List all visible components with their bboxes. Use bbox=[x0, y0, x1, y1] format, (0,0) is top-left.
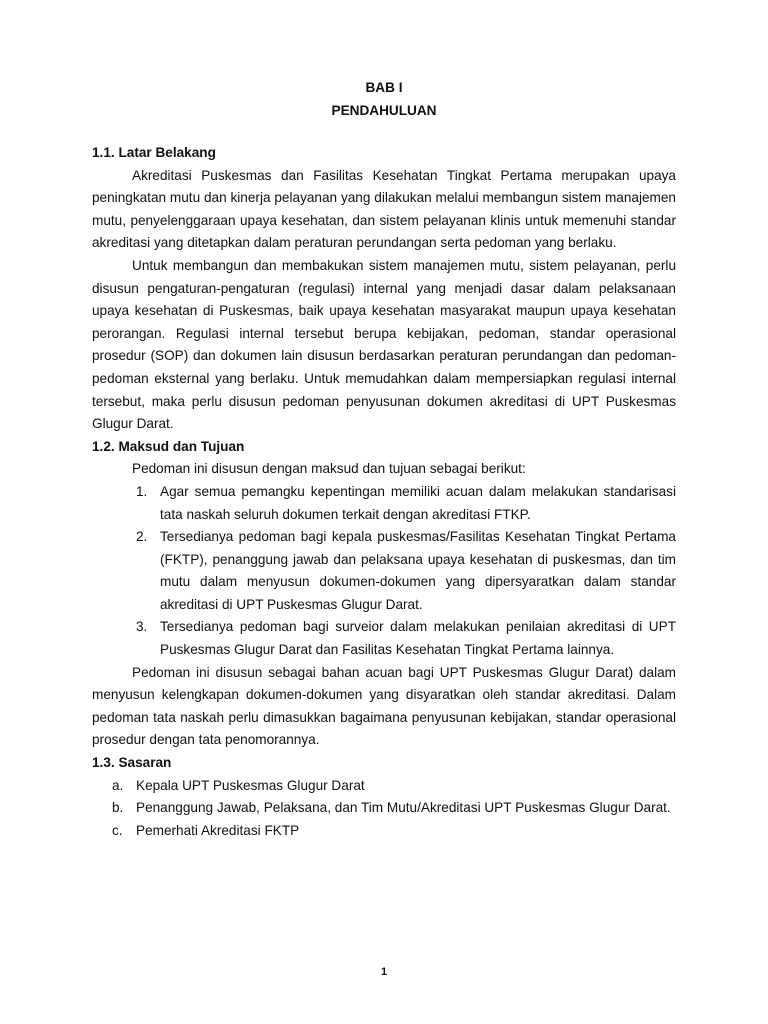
chapter-label: BAB I bbox=[365, 80, 403, 95]
list-marker: 3. bbox=[136, 619, 148, 635]
list-item bbox=[92, 616, 676, 661]
paragraph: Pedoman ini disusun dengan maksud dan tujuan sebagai berikut: bbox=[132, 461, 526, 477]
list-marker: 1. bbox=[136, 483, 148, 499]
list-item-text: Tersedianya pedoman bagi kepala puskesmas/Fasilitas Kesehatan Tingkat Pertama (FKTP), penanggung jawab dan pelaksana upaya kesehatan di puskesmas, dan tim mutu dalam menyusun dokumen-dokumen yang dipersyaratkan dalam standar akreditasi di UPT Puskesmas Glugur Darat. bbox=[160, 529, 676, 612]
paragraph: Untuk membangun dan membakukan sistem manajemen mutu, sistem pelayanan, perlu disusun pengaturan-pengaturan (regulasi) internal yang menjadi dasar dalam pelaksanaan upaya kesehatan di Puskesmas, baik upaya kesehatan masyarakat maupun upaya kesehatan perorangan. Regulasi internal tersebut berupa kebijakan, pedoman, standar operasional prosedur (SOP) dan dokumen lain disusun berdasarkan peraturan perundangan dan pedoman-pedoman eksternal yang berlaku. Untuk memudahkan dalam mempersiapkan regulasi internal tersebut, maka perlu disusun pedoman penyusunan dokumen akreditasi di UPT Puskesmas Glugur Darat. bbox=[92, 257, 676, 432]
list-marker: 2. bbox=[136, 529, 148, 545]
list-item-text: Agar semua pemangku kepentingan memiliki acuan dalam melakukan standarisasi tata naskah seluruh dokumen terkait dengan akreditasi FTKP. bbox=[160, 483, 676, 522]
chapter-heading bbox=[0, 76, 768, 122]
paragraph: Akreditasi Puskesmas dan Fasilitas Kesehatan Tingkat Pertama merupakan upaya peningkatan mutu dan kinerja pelayanan yang dilakukan melalui membangun sistem manajemen mutu, penyelenggaraan upaya kesehatan, dan sistem pelayanan klinis untuk memenuhi standar akreditasi yang ditetapkan dalam peraturan perundangan serta pedoman yang berlaku. bbox=[92, 167, 676, 251]
list-item-text: Kepala UPT Puskesmas Glugur Darat bbox=[136, 777, 365, 793]
target-list bbox=[92, 775, 676, 843]
document-body bbox=[92, 142, 676, 842]
purpose-list bbox=[92, 481, 676, 662]
page-number: 1 bbox=[380, 966, 388, 978]
paragraph: Pedoman ini disusun sebagai bahan acuan bagi UPT Puskesmas Glugur Darat) dalam menyusun kelengkapan dokumen-dokumen yang disyaratkan oleh standar akreditasi. Dalam pedoman tata naskah perlu dimasukkan bagaimana penyusunan kebijakan, standar operasional prosedur dengan tata penomorannya. bbox=[92, 664, 676, 748]
list-marker: c. bbox=[112, 822, 123, 838]
list-marker: b. bbox=[112, 800, 124, 816]
list-item-text: Penanggung Jawab, Pelaksana, dan Tim Mutu/Akreditasi UPT Puskesmas Glugur Darat. bbox=[136, 800, 671, 816]
section-title-sasaran: 1.3. Sasaran bbox=[92, 755, 172, 771]
list-item-text: Pemerhati Akreditasi FKTP bbox=[136, 822, 300, 838]
chapter-title: PENDAHULUAN bbox=[331, 103, 437, 118]
section-title-maksud-tujuan: 1.2. Maksud dan Tujuan bbox=[92, 438, 245, 454]
list-item bbox=[92, 481, 676, 526]
list-item bbox=[92, 526, 676, 616]
list-item bbox=[92, 775, 676, 798]
list-item bbox=[92, 820, 676, 843]
section-title-latar-belakang: 1.1. Latar Belakang bbox=[92, 145, 216, 160]
list-marker: a. bbox=[112, 777, 124, 793]
list-item-text: Tersedianya pedoman bagi surveior dalam melakukan penilaian akreditasi di UPT Puskesmas Glugur Darat dan Fasilitas Kesehatan Tingkat Pertama lainnya. bbox=[160, 619, 676, 658]
list-item bbox=[92, 797, 676, 820]
